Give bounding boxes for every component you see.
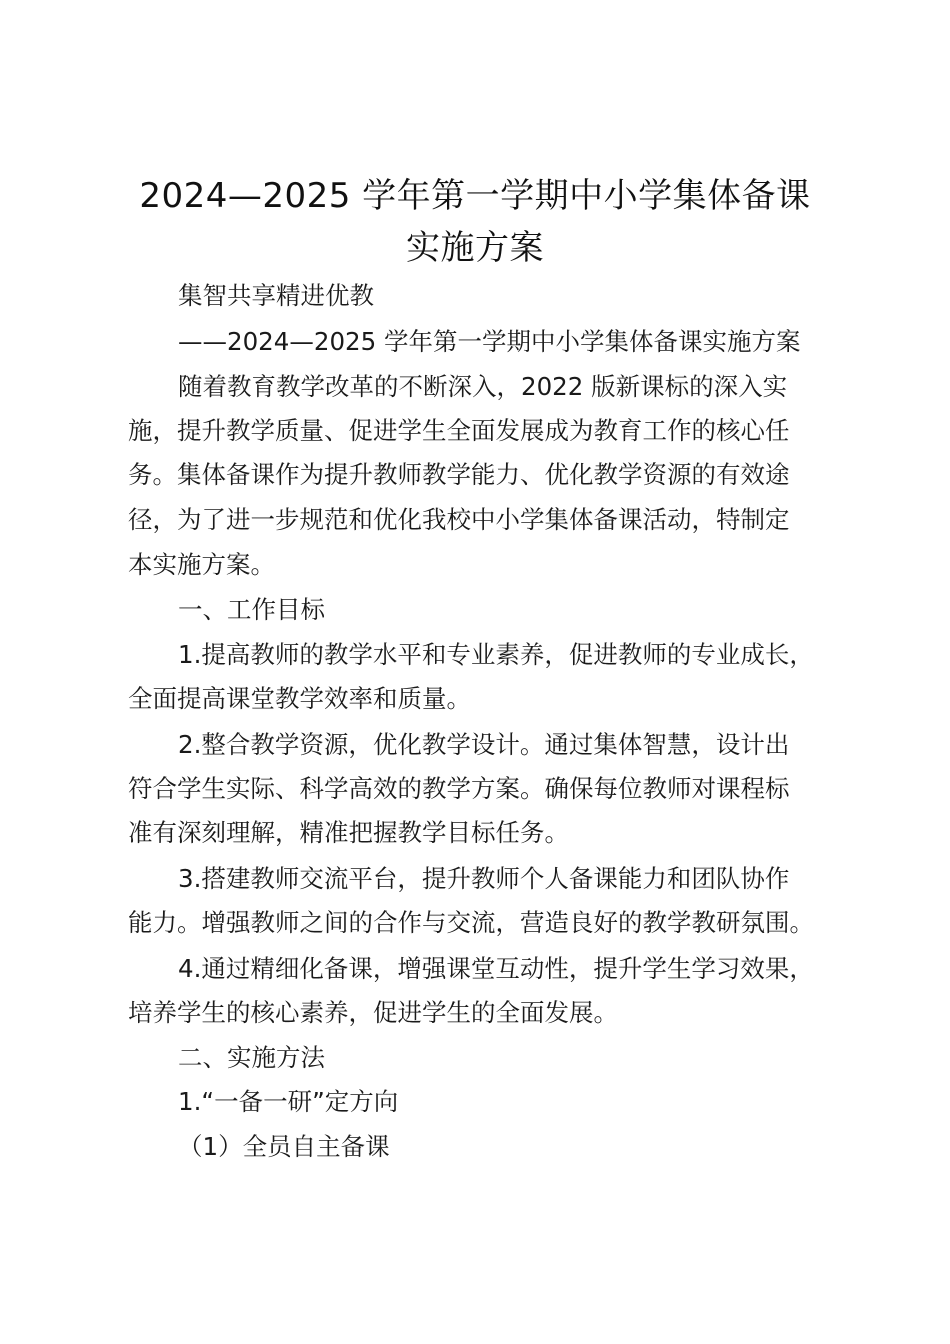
intro-paragraph-line: 径，为了进一步规范和优化我校中小学集体备课活动，特制定	[128, 505, 790, 534]
intro-paragraph-line: 施，提升教学质量、促进学生全面发展成为教育工作的核心任	[128, 416, 790, 445]
document-title-line-2: 实施方案	[406, 228, 544, 268]
intro-paragraph-line: 随着教育教学改革的不断深入，2022 版新课标的深入实	[178, 372, 788, 401]
document-title-line-1: 2024—2025 学年第一学期中小学集体备课	[139, 176, 811, 216]
goal-item-line: 符合学生实际、科学高效的教学方案。确保每位教师对课程标	[128, 774, 790, 803]
goal-item-line: 能力。增强教师之间的合作与交流，营造良好的教学教研氛围。	[128, 908, 814, 937]
intro-paragraph-line: 本实施方案。	[128, 550, 275, 579]
goal-item-line: 1.提高教师的教学水平和专业素养，促进教师的专业成长，	[178, 640, 814, 669]
method-subitem: （1）全员自主备课	[178, 1132, 390, 1161]
goal-item-line: 准有深刻理解，精准把握教学目标任务。	[128, 818, 569, 847]
subtitle: 集智共享精进优教	[178, 281, 374, 310]
goal-item-line: 3.搭建教师交流平台，提升教师个人备课能力和团队协作	[178, 864, 790, 893]
method-subheading: 1.“一备一研”定方向	[178, 1087, 399, 1116]
goal-item-line: 2.整合教学资源，优化教学设计。通过集体智慧，设计出	[178, 730, 790, 759]
goal-item-line: 4.通过精细化备课，增强课堂互动性，提升学生学习效果，	[178, 954, 814, 983]
intro-paragraph-line: 务。集体备课作为提升教师教学能力、优化教学资源的有效途	[128, 460, 790, 489]
section-heading-goals: 一、工作目标	[178, 595, 325, 624]
section-heading-methods: 二、实施方法	[178, 1043, 325, 1072]
goal-item-line: 全面提高课堂教学效率和质量。	[128, 684, 471, 713]
subtitle-secondary: ——2024—2025 学年第一学期中小学集体备课实施方案	[178, 327, 801, 356]
goal-item-line: 培养学生的核心素养，促进学生的全面发展。	[128, 998, 618, 1027]
